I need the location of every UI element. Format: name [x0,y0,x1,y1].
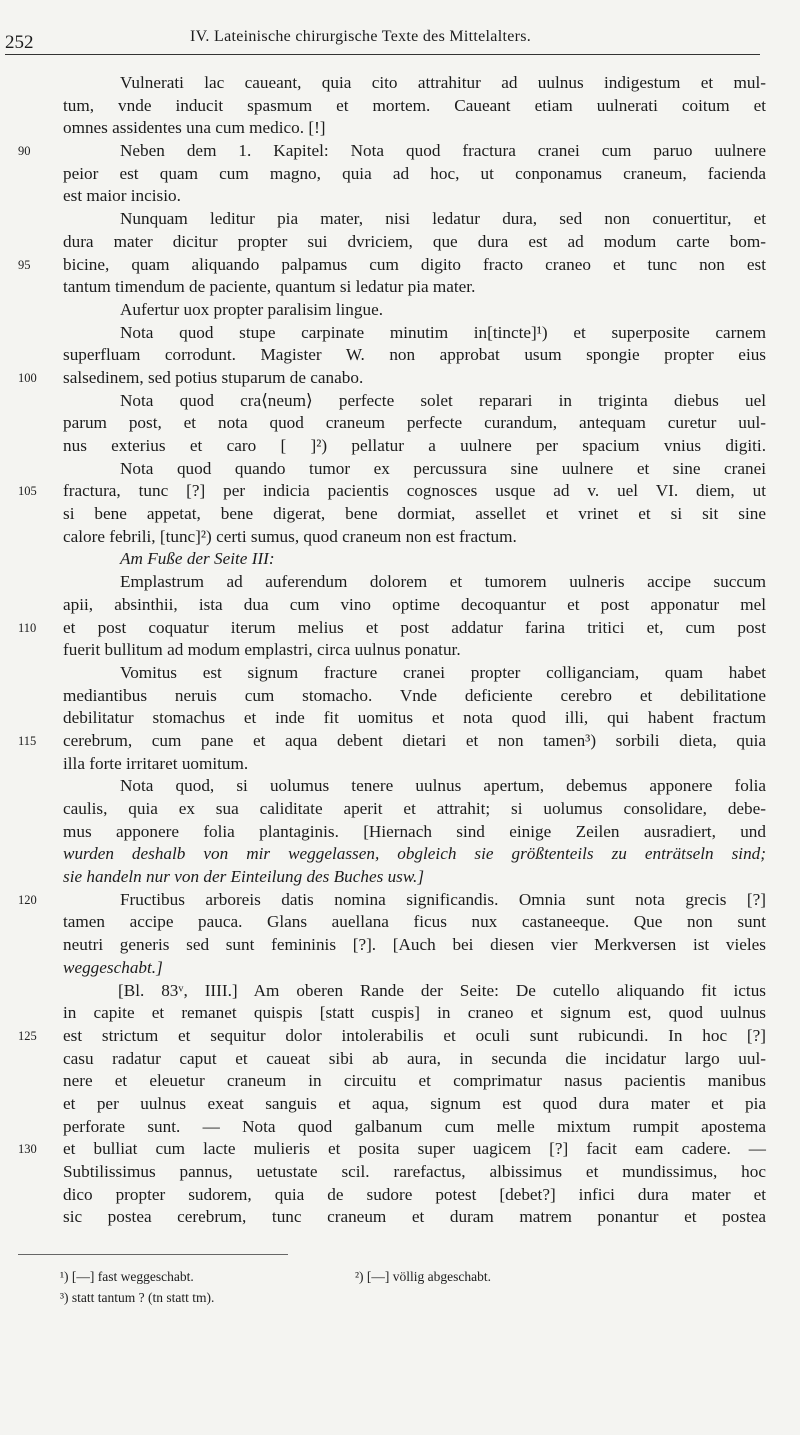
text-line [0,617,800,640]
text-line [0,1206,800,1229]
line-text: caulis, quia ex sua caliditate aperit et attrahit; si uolumus consolidare, debe- [63,799,766,818]
line-text: est strictum et sequitur dolor intolerabilis et oculi sunt rubicundi. In hoc [?] [63,1025,766,1045]
footnote-2: ²) [—] völlig abgeschabt. [355,1269,492,1284]
footnote-rule [18,1254,288,1255]
line-number: 130 [18,1142,37,1157]
header-rule [5,54,760,55]
line-text: mediantibus neruis cum stomacho. Vnde deficiente cerebro et debilitatione [63,685,766,705]
text-line [0,1138,800,1161]
text-line [0,821,800,844]
text-line [0,1184,800,1207]
text-line [0,322,800,345]
page-number: 252 [5,32,34,53]
body-text [0,72,800,1229]
line-text: Am Fuße der Seite III: [120,549,275,569]
text-line [0,1002,800,1025]
line-text: nere et eleuetur craneum in circuitu et comprimatur nasus pacientis manibus [63,1071,766,1091]
line-number: 110 [18,620,37,635]
line-text: neutri generis sed sunt femininis [?]. [Auch bei diesen vier Merkversen ist vieles [63,935,766,955]
line-text: Nota quod quando tumor ex percussura sine uulnere et sine cranei [120,458,766,478]
text-line [0,571,800,594]
line-text: Nota quod stupe carpinate minutim in[tincte]¹) et superposite carnem [120,322,766,342]
text-line [0,299,800,322]
line-text: [Bl. 83ᵛ, IIII.] Am oberen Rande der Seite: De cutello aliquando fit ictus [118,980,766,1000]
line-text: fractura, tunc [?] per indicia pacientis cognosces usque ad v. uel VI. diem, ut [63,481,766,501]
line-number: 115 [18,733,37,748]
text-line [0,140,800,163]
text-line [0,685,800,708]
text-line [0,412,800,435]
line-text: Nunquam leditur pia mater, nisi ledatur dura, sed non conuertitur, et [120,209,766,229]
line-text: weggeschabt.] [63,957,163,977]
line-text: illa forte irritaret uomitum. [63,753,249,773]
text-line [0,980,800,1003]
text-line [0,775,800,798]
text-line [0,254,800,277]
text-line [0,480,800,503]
line-text: et bulliat cum lacte mulieris et posita super uagicem [?] facit eam cadere. — [63,1139,766,1159]
line-number: 95 [18,257,31,272]
line-text: Neben dem 1. Kapitel: Nota quod fractura cranei cum paruo uulnere [120,141,766,161]
text-line [0,503,800,526]
text-line [0,276,800,299]
text-line [0,208,800,231]
text-line [0,730,800,753]
line-text: perforate sunt. — Nota quod galbanum cum melle mixtum rumpit apostema [63,1116,766,1136]
line-number: 120 [18,892,37,907]
line-text: Vulnerati lac caueant, quia cito attrahitur ad uulnus indigestum et mul- [120,73,766,92]
line-text: dura mater dicitur propter sui dvriciem, que dura est ad modum carte bom- [63,231,766,251]
line-text: Emplastrum ad auferendum dolorem et tumorem uulneris accipe succum [120,572,766,592]
text-line [0,231,800,254]
text-line [0,344,800,367]
line-text: sie handeln nur von der Einteilung des Buches usw.] [63,867,425,887]
text-line [0,163,800,186]
line-text: superfluam corrodunt. Magister W. non approbat usum spongie propter eius [63,345,766,365]
line-text: debilitatur stomachus et inde fit uomitus et nota quod illi, qui habent fractum [63,708,766,728]
text-line [0,866,800,889]
text-line [0,798,800,821]
line-text: sic postea cerebrum, tunc craneum et duram matrem ponantur et postea [63,1207,766,1227]
text-line [0,548,800,571]
line-text: peior est quam cum magno, quia ad hoc, ut conponamus craneum, facienda [63,163,766,183]
text-line [0,72,800,95]
text-line [0,1116,800,1139]
text-line [0,639,800,662]
text-line [0,1093,800,1116]
line-text: in capite et remanet quispis [statt cuspis] in craneo et signum est, quod uulnus [63,1003,766,1023]
line-text: Aufertur uox propter paralisim lingue. [120,299,383,319]
text-line [0,594,800,617]
line-text: et post coquatur iterum melius et post addatur farina tritici et, cum post [63,617,766,637]
text-line [0,367,800,390]
line-text: dico propter sudorem, quia de sudore potest [debet?] infici dura mater et [63,1184,766,1204]
running-title: IV. Lateinische chirurgische Texte des Mittelalters. [190,28,532,45]
line-text: mus apponere folia plantaginis. [Hiernach sind einige Zeilen ausradiert, und [63,821,766,841]
page-header [5,28,760,52]
line-text: cerebrum, cum pane et aqua debent dietari et non tamen³) sorbili dieta, quia [63,730,766,750]
line-text: tantum timendum de paciente, quantum si ledatur pia mater. [63,277,476,297]
line-text: Subtilissimus pannus, uetustate scil. rarefactus, albissimus et mundissimus, hoc [63,1162,766,1181]
line-text: tamen accipe pauca. Glans auellana ficus nux castaneeque. Que non sunt [63,912,766,932]
footnote-1: ¹) [—] fast weggeschabt. [60,1269,194,1284]
line-number: 100 [18,370,37,385]
text-line [0,753,800,776]
text-line [0,1161,800,1184]
text-line [0,435,800,458]
line-text: fuerit bullitum ad modum emplastri, circa uulnus ponatur. [63,640,461,660]
text-line [0,458,800,481]
text-line [0,911,800,934]
footnote-3: ³) statt tantum ? (tn statt tm). [60,1290,215,1305]
line-number: 90 [18,144,31,159]
text-line [0,707,800,730]
text-line [0,95,800,118]
line-text: tum, vnde inducit spasmum et mortem. Caueant etiam uulnerati coitum et [63,95,766,115]
line-text: Vomitus est signum fracture cranei propter colliganciam, quam habet [120,662,766,682]
line-text: et per uulnus exeat sanguis et aqua, signum est quod dura mater et pia [63,1093,766,1113]
line-text: bicine, quam aliquando palpamus cum digito fracto craneo et tunc non est [63,254,766,274]
line-text: omnes assidentes una cum medico. [!] [63,118,326,138]
line-text: si bene appetat, bene digerat, bene dormiat, assellet et vrinet et si sit sine [63,504,766,524]
line-text: casu radatur caput et caueat sibi ab aura, in secunda die incidatur largo uul- [63,1048,766,1068]
text-line [0,1025,800,1048]
line-text: calore febrili, [tunc]²) certi sumus, quod craneum non est fractum. [63,526,517,546]
text-line [0,843,800,866]
text-line [0,185,800,208]
line-number: 105 [18,484,37,499]
line-text: Nota quod cra⟨neum⟩ perfecte solet reparari in triginta diebus uel [120,390,766,410]
text-line [0,117,800,140]
line-text: parum post, et nota quod craneum perfecte curandum, antequam curetur uul- [63,413,766,433]
text-line [0,889,800,912]
text-line [0,1048,800,1071]
line-text: Fructibus arboreis datis nomina significandis. Omnia sunt nota grecis [?] [120,889,766,909]
line-text: salsedinem, sed potius stuparum de canabo. [63,367,364,387]
text-line [0,957,800,980]
line-text: Nota quod, si uolumus tenere uulnus apertum, debemus apponere folia [120,776,766,796]
text-line [0,1070,800,1093]
text-line [0,934,800,957]
line-text: est maior incisio. [63,186,181,206]
line-number: 125 [18,1028,37,1043]
line-text: wurden deshalb von mir weggelassen, obgleich sie größtenteils zu enträtseln sind; [63,844,766,864]
line-text: apii, absinthii, ista dua cum vino optime decoquantur et post apponatur mel [63,594,766,614]
text-line [0,662,800,685]
text-line [0,390,800,413]
line-text: nus exterius et caro [ ]²) pellatur a uulnere per spacium vnius digiti. [63,436,766,455]
text-line [0,526,800,549]
